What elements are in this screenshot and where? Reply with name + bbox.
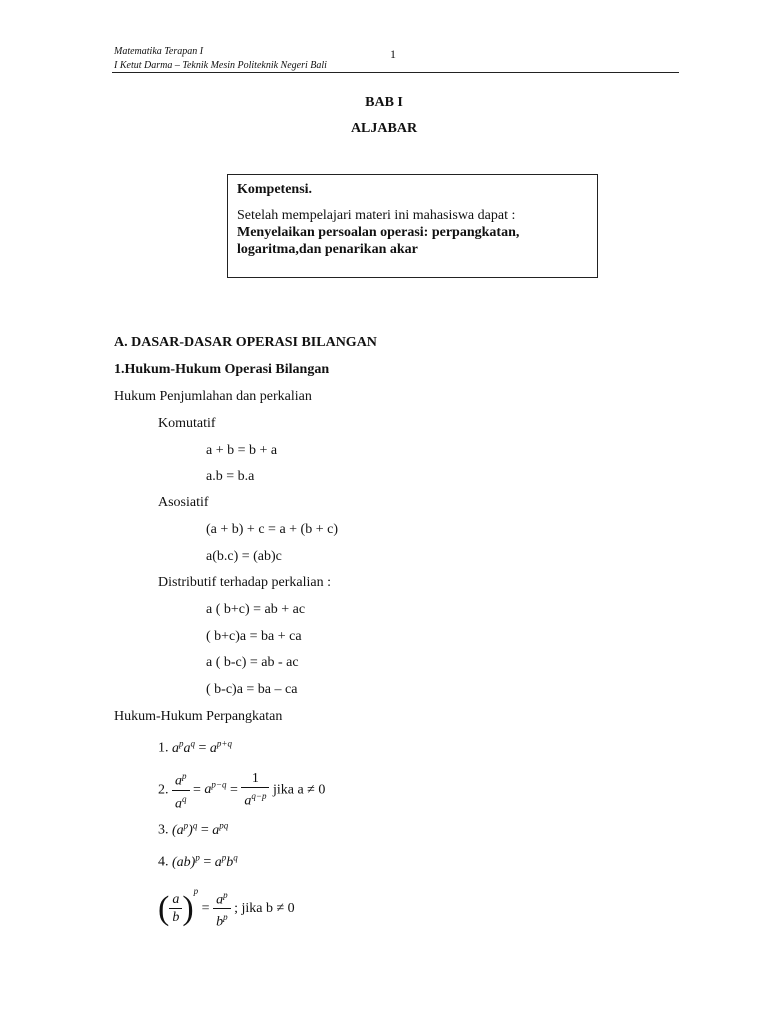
komutatif-eq-2: a.b = b.a	[206, 469, 255, 484]
subsection-heading: 1.Hukum-Hukum Operasi Bilangan	[114, 362, 330, 377]
exponent-formula-3: 3. $(a^p)^q = a^{pq}$	[158, 820, 229, 838]
distributif-eq-2: ( b+c)a = ba + ca	[206, 629, 302, 644]
formula-2-number: 2.	[158, 782, 169, 798]
distributif-eq-3: a ( b-c) = ab - ac	[206, 655, 299, 670]
distributif-eq-1: a ( b+c) = ab + ac	[206, 602, 306, 617]
formula-4-number: 4.	[158, 854, 169, 870]
formula-5-condition: ; jika b ≠ 0	[234, 901, 295, 916]
competence-box	[227, 174, 598, 278]
chapter-title: ALJABAR	[350, 121, 418, 136]
law-heading-addition: Hukum Penjumlahan dan perkalian	[114, 389, 312, 404]
competence-title: Kompetensi.	[237, 182, 313, 197]
page-number: 1	[390, 47, 396, 61]
law-heading-exponent: Hukum-Hukum Perpangkatan	[114, 709, 283, 724]
formula-3-number: 3.	[158, 822, 169, 838]
komutatif-label: Komutatif	[158, 416, 216, 431]
running-header	[114, 45, 327, 73]
header-author: I Ketut Darma – Teknik Mesin Politeknik Negeri Bali	[114, 60, 327, 71]
section-heading: A. DASAR-DASAR OPERASI BILANGAN	[114, 335, 377, 350]
exponent-formula-2: 2. $\frac{a^p}{a^q}$ = $a^{p-q}$ = $\frac{1}{a^{q-p}}$ jika a ≠ 0	[158, 768, 325, 812]
exponent-formula-1: 1. $a^pa^q = a^{p+q}$	[158, 738, 232, 756]
asosiatif-eq-2: a(b.c) = (ab)c	[206, 549, 282, 564]
header-course: Matematika Terapan I	[114, 46, 204, 57]
formula-1-number: 1.	[158, 740, 169, 756]
exponent-formula-5: ( $\frac{a}{b}$ )$^p$ = $\frac{a^p}{b^p}$ ; jika b ≠ 0	[158, 886, 295, 930]
distributif-label: Distributif terhadap perkalian :	[158, 575, 331, 590]
competence-line-1: Menyelaikan persoalan operasi: perpangkatan,	[237, 225, 520, 240]
competence-intro: Setelah mempelajari materi ini mahasiswa dapat :	[237, 208, 516, 223]
exponent-formula-4: 4. $(ab)^p = a^pb^q$	[158, 852, 238, 870]
asosiatif-label: Asosiatif	[158, 495, 209, 510]
distributif-eq-4: ( b-c)a = ba – ca	[206, 682, 298, 697]
komutatif-eq-1: a + b = b + a	[206, 443, 278, 458]
header-divider	[112, 72, 679, 73]
competence-line-2: logaritma,dan penarikan akar	[237, 242, 418, 257]
chapter-number: BAB I	[365, 95, 403, 110]
formula-2-condition: jika a ≠ 0	[272, 782, 326, 798]
asosiatif-eq-1: (a + b) + c = a + (b + c)	[206, 522, 338, 537]
